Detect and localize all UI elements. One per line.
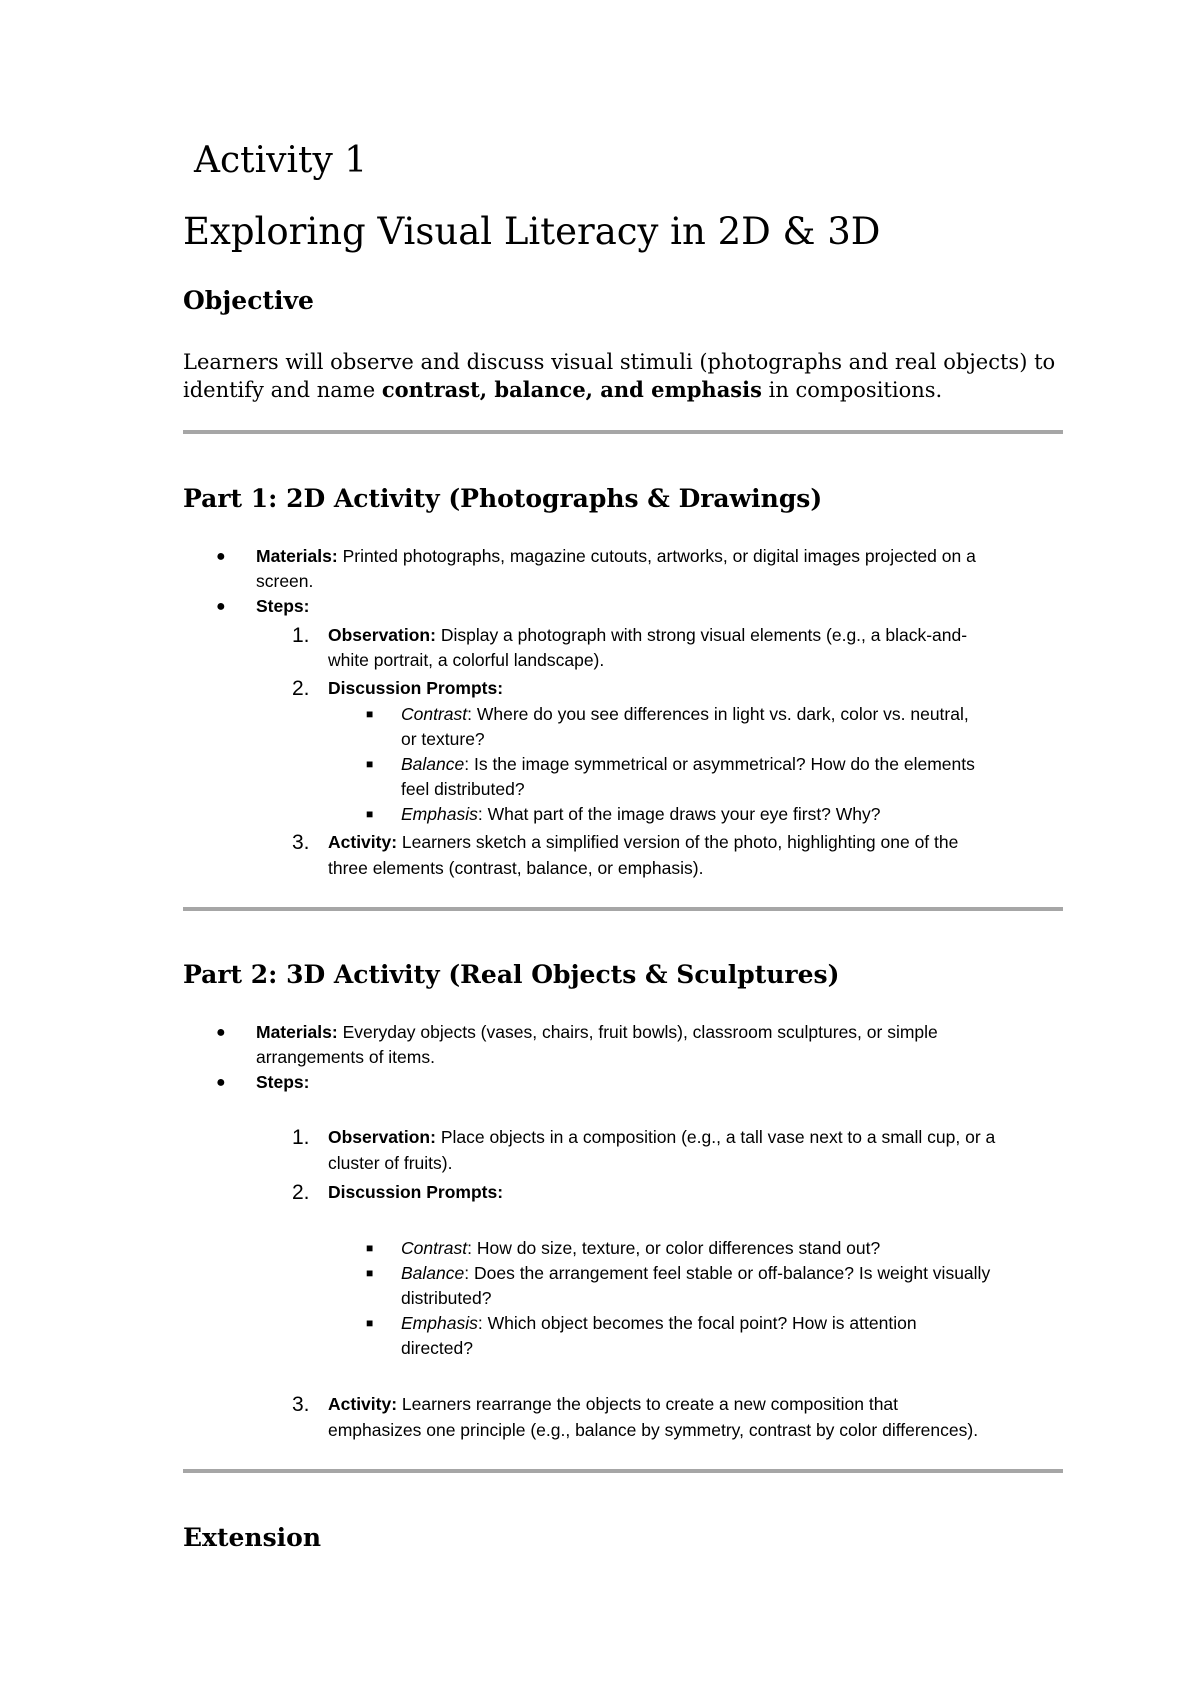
- prompt-label: Emphasis: [401, 804, 478, 824]
- part1-step1-cont: white portrait, a colorful landscape).: [328, 650, 605, 670]
- step-number: 1.: [292, 624, 310, 647]
- part2-steps-label: [256, 1070, 309, 1095]
- step-number: 1.: [292, 1126, 310, 1149]
- activity-heading: Activity 1: [194, 140, 368, 181]
- part2-materials: [256, 1020, 938, 1045]
- materials-text: Printed photographs, magazine cutouts, artworks, or digital images projected on a: [337, 546, 976, 566]
- prompt-text: : Where do you see differences in light vs. dark, color vs. neutral,: [467, 704, 969, 724]
- step-number: 3.: [292, 831, 310, 854]
- part2-prompt-emphasis: [401, 1311, 917, 1336]
- part2-step1-cont: cluster of fruits).: [328, 1153, 453, 1173]
- part1-prompt-emphasis: [401, 802, 881, 827]
- objective-heading: Objective: [183, 286, 314, 315]
- step-text: Display a photograph with strong visual elements (e.g., a black-and-: [435, 625, 968, 645]
- step-label: Activity:: [328, 832, 398, 852]
- step-number: 3.: [292, 1393, 310, 1416]
- part1-materials: [256, 544, 976, 569]
- bullet-icon: ●: [216, 1024, 226, 1041]
- materials-label: Materials:: [256, 1022, 338, 1042]
- step-label: Discussion Prompts:: [328, 678, 504, 698]
- bullet-icon: ●: [216, 548, 226, 565]
- prompt-text: : Is the image symmetrical or asymmetrical? How do the elements: [464, 754, 975, 774]
- section-divider-1: [183, 430, 1063, 434]
- prompt-text: : Which object becomes the focal point? How is attention: [477, 1313, 917, 1333]
- section-divider-3: [183, 1469, 1063, 1473]
- prompt-text: : Does the arrangement feel stable or off-balance? Is weight visually: [464, 1263, 991, 1283]
- step-text: Place objects in a composition (e.g., a tall vase next to a small cup, or a: [435, 1127, 996, 1147]
- step-label: Discussion Prompts:: [328, 1182, 504, 1202]
- step-text: Learners sketch a simplified version of the photo, highlighting one of the: [397, 832, 959, 852]
- step-label: Activity:: [328, 1394, 398, 1414]
- section-divider-2: [183, 907, 1063, 911]
- part2-heading: Part 2: 3D Activity (Real Objects & Sculptures): [183, 960, 840, 989]
- part1-materials-cont: screen.: [256, 571, 314, 591]
- part2-prompt-contrast: [401, 1236, 880, 1261]
- part1-prompt-balance-cont: feel distributed?: [401, 779, 525, 799]
- step-text: Learners rearrange the objects to create a new composition that: [397, 1394, 899, 1414]
- step-label: Observation:: [328, 1127, 436, 1147]
- materials-label: Materials:: [256, 546, 338, 566]
- part1-step3: [328, 830, 958, 855]
- part2-step3-cont: emphasizes one principle (e.g., balance by symmetry, contrast by color differences).: [328, 1420, 979, 1440]
- part2-step3: [328, 1392, 898, 1417]
- part2-step1: [328, 1125, 995, 1150]
- part2-materials-cont: arrangements of items.: [256, 1047, 435, 1067]
- objective-line-1: Learners will observe and discuss visual stimuli (photographs and real objects) to: [183, 350, 1056, 374]
- objective-paragraph: [183, 348, 1063, 404]
- objective-line-2-post: in compositions.: [761, 378, 943, 402]
- part2-prompt-emphasis-cont: directed?: [401, 1338, 473, 1358]
- part2-prompt-balance: [401, 1261, 990, 1286]
- square-bullet-icon: ■: [366, 1316, 374, 1330]
- part1-step1: [328, 623, 967, 648]
- part2-step2: [328, 1180, 503, 1205]
- part1-steps-label: [256, 594, 309, 619]
- materials-text: Everyday objects (vases, chairs, fruit bowls), classroom sculptures, or simple: [337, 1022, 938, 1042]
- square-bullet-icon: ■: [366, 807, 374, 821]
- part1-prompt-contrast: [401, 702, 969, 727]
- extension-heading: Extension: [183, 1523, 322, 1552]
- objective-line-2-pre: identify and name: [183, 378, 382, 402]
- prompt-text: : How do size, texture, or color differences stand out?: [467, 1238, 881, 1258]
- square-bullet-icon: ■: [366, 707, 374, 721]
- square-bullet-icon: ■: [366, 757, 374, 771]
- bullet-icon: ●: [216, 598, 226, 615]
- step-number: 2.: [292, 1181, 310, 1204]
- prompt-label: Emphasis: [401, 1313, 478, 1333]
- part1-step2: [328, 676, 503, 701]
- prompt-text: : What part of the image draws your eye first? Why?: [477, 804, 881, 824]
- prompt-label: Contrast: [401, 704, 468, 724]
- step-label: Observation:: [328, 625, 436, 645]
- objective-key-terms: contrast, balance, and emphasis: [381, 377, 762, 402]
- square-bullet-icon: ■: [366, 1266, 374, 1280]
- prompt-label: Balance: [401, 754, 465, 774]
- document-title: Exploring Visual Literacy in 2D & 3D: [183, 210, 881, 253]
- prompt-label: Balance: [401, 1263, 465, 1283]
- part1-prompt-balance: [401, 752, 975, 777]
- part2-prompt-balance-cont: distributed?: [401, 1288, 492, 1308]
- part1-heading: Part 1: 2D Activity (Photographs & Drawings): [183, 484, 823, 513]
- prompt-label: Contrast: [401, 1238, 468, 1258]
- steps-label: Steps:: [256, 1072, 310, 1092]
- part1-prompt-contrast-cont: or texture?: [401, 729, 485, 749]
- bullet-icon: ●: [216, 1074, 226, 1091]
- square-bullet-icon: ■: [366, 1241, 374, 1255]
- part1-step3-cont: three elements (contrast, balance, or emphasis).: [328, 858, 704, 878]
- step-number: 2.: [292, 677, 310, 700]
- steps-label: Steps:: [256, 596, 310, 616]
